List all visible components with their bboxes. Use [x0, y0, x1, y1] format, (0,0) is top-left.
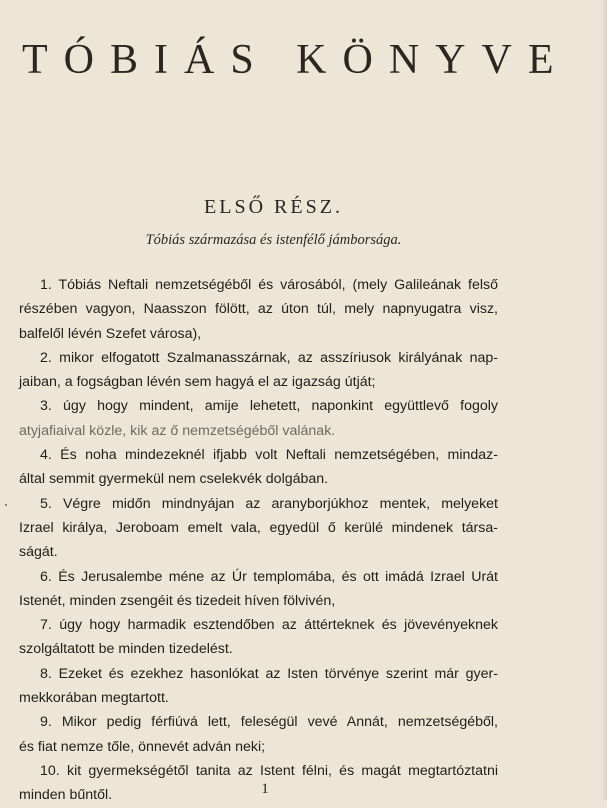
verse-line: 7. úgy hogy harmadik esztendőben az áttérteknek és jövevényeknek: [40, 617, 498, 634]
verse-line: Izrael királya, Jeroboam emelt vala, egyedül ő kerülé mindenek társa-: [19, 519, 498, 536]
verse-line: 4. És noha mindezeknél ifjabb volt Neftali nemzetségében, mindaz-: [40, 447, 498, 464]
stray-ink-mark: [5, 504, 7, 506]
verse-line: 5. Végre midőn mindnyájan az aranyborjúkhoz mentek, melyeket: [40, 495, 498, 512]
verse-line: jaiban, a fogságban lévén sem hagyá el az igazság útját;: [19, 374, 376, 391]
verse-line: ságát.: [19, 544, 58, 561]
page-number: 1: [261, 781, 269, 797]
verse-line: által semmit gyermekül nem cselekvék dolgában.: [19, 471, 329, 488]
verse-line: 1. Tóbiás Neftali nemzetségéből és városából, (mely Galileának felső: [40, 277, 498, 293]
verse-line: részében vagyon, Naasszon fölött, az úton túl, mely napnyugatra visz,: [19, 301, 498, 318]
book-title: TÓBIÁS KÖNYVE: [22, 37, 570, 83]
verse-text: [19, 273, 498, 808]
verse-line: 9. Mikor pedig férfiúvá lett, feleségül vevé Annát, nemzetségéből,: [40, 714, 498, 731]
part-title: ELSŐ RÉSZ.: [204, 196, 343, 218]
verse-line: mekkorában megtartott.: [19, 690, 169, 707]
verse-line: 2. mikor elfogatott Szalmanasszárnak, az asszíriusok királyának nap-: [40, 349, 498, 366]
verse-line: 3. úgy hogy mindent, amije lehetett, naponkint együttlevő fogoly: [40, 398, 498, 415]
page-edge-shadow: [601, 0, 607, 800]
verse-line: Istenét, minden zsengéit és tizedeit híven fölvivén,: [19, 592, 336, 609]
part-subtitle: Tóbiás származása és istenfélő jámborsága.: [145, 232, 402, 248]
verse-line: 6. És Jerusalembe méne az Úr templomába, és ott imádá Izrael Urát: [40, 568, 498, 585]
verse-line: minden bűntől.: [19, 787, 113, 804]
verse-line: balfelől lévén Szefet városa),: [19, 325, 202, 342]
verse-line: 8. Ezeket és ezekhez hasonlókat az Isten törvénye szerint már gyer-: [40, 665, 498, 682]
verse-line: és fiat nemze tőle, önnevét adván neki;: [19, 738, 266, 755]
verse-line: 10. kit gyermekségétől tanita az Istent félni, és magát megtartóztatni: [40, 762, 498, 779]
verse-line: szolgáltatott be minden tizedelést.: [19, 641, 233, 658]
verse-line: atyjafiaival közle, kik az ő nemzetségéből valának.: [19, 422, 336, 439]
